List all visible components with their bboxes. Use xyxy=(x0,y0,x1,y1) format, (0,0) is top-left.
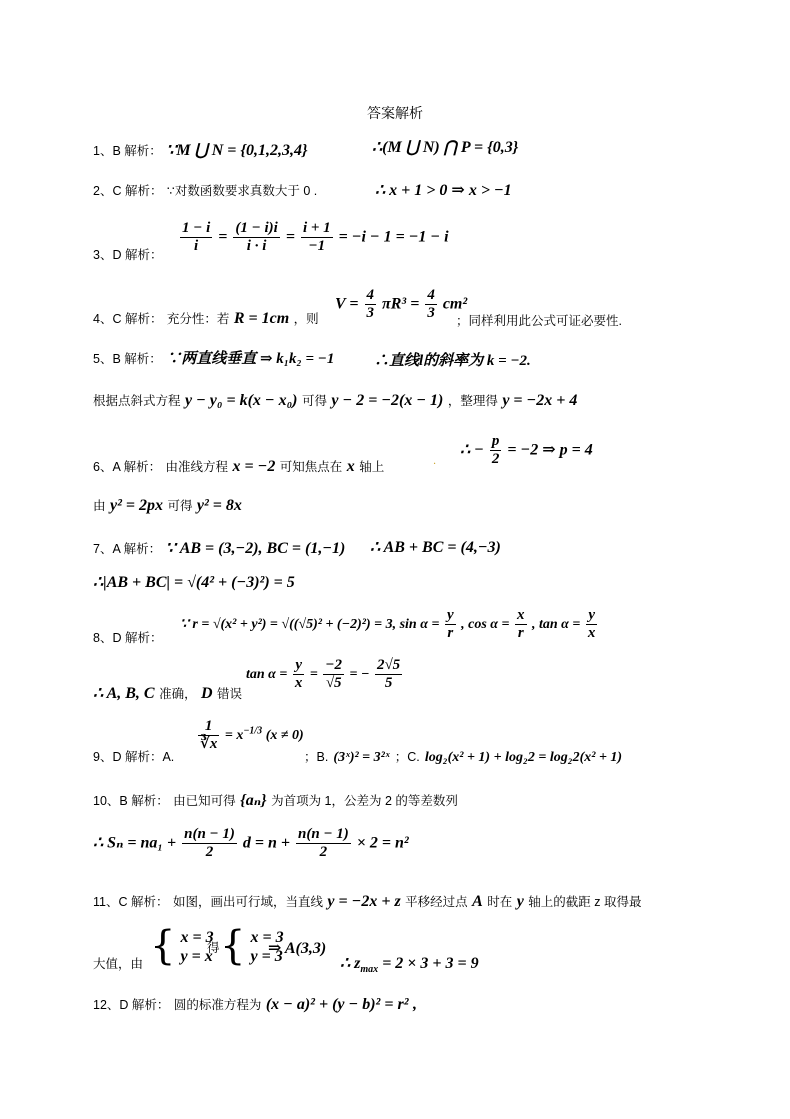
answer-11-continued: 大值，由 xyxy=(93,957,144,971)
formula: ∵ r = √(x² + y²) = √((√5)² + (−2)²) = 3, sin α = $\frac{y}{r}$ , cos α = $\frac{x}{r}$ , tan α = $\frac{y}{x}$ xyxy=(180,607,596,642)
answer-label: 12、D 解析： xyxy=(93,998,170,1012)
formula: ∴(M ⋃ N) ⋂ P = {0,3} xyxy=(372,139,519,156)
fraction: $\frac{i + 1}{-1}$ xyxy=(302,220,331,255)
answer-1 xyxy=(93,143,308,159)
answer-label: 4、C 解析： xyxy=(93,312,163,326)
answer-5-continued: 根据点斜式方程 y − y₀ = k(x − x₀) 可得 y − 2 = −2(x − 1) ，整理得 y = −2x + 4 xyxy=(93,392,578,409)
fraction: $\frac{1 - i}{i}$ xyxy=(182,220,211,255)
formula: ∵ AB = (3,−2), BC = (1,−1) xyxy=(165,540,346,557)
page-title: 答案解析 xyxy=(367,105,423,121)
answer-6: 6、A 解析： 由准线方程 x = −2 可知焦点在 x 轴上 xyxy=(93,458,385,475)
answer-label: 11、C 解析： xyxy=(93,895,169,909)
formula: ∴ A, B, C xyxy=(93,685,155,702)
answer-2 xyxy=(93,184,317,198)
formula: y − y₀ = k(x − x₀) xyxy=(184,392,298,409)
formula: y² = 8x xyxy=(196,497,242,514)
equation-system: { x = 3 y = 3 xyxy=(220,923,284,969)
formula: {aₙ} xyxy=(240,792,267,809)
explanation-text: ；同样利用此公式可证必要性. xyxy=(456,314,622,328)
formula: ∴ Sₙ = na₁ + $\frac{n(n - 1)}{2}$ d = n + $\frac{n(n - 1)}{2}$ × 2 = n² xyxy=(93,826,409,861)
formula: ∵M ⋃ N = {0,1,2,3,4} xyxy=(166,142,308,159)
formula: (3ˣ)² = 3²ˣ xyxy=(333,750,390,765)
formula: ∴ x + 1 > 0 ⇒ x > −1 xyxy=(375,182,512,199)
fraction: $\frac{4}{3}$ xyxy=(427,287,435,322)
formula: x = −2 xyxy=(232,458,276,475)
formula: R = 1cm xyxy=(233,310,290,327)
fraction: $\frac{2√5}{5}$ xyxy=(376,657,401,692)
answer-9 xyxy=(93,750,174,764)
fraction: $\frac{p}{2}$ xyxy=(491,433,500,468)
fraction: $\frac{y}{x}$ xyxy=(294,657,303,692)
answer-label: 7、A 解析： xyxy=(93,542,162,556)
answer-10: 10、B 解析： 由已知可得 {aₙ} 为首项为 1，公差为 2 的等差数列 xyxy=(93,792,458,809)
answer-8-continued: ∴ A, B, C 准确， D 错误 xyxy=(93,685,243,702)
answer-6-continued: 由 y² = 2px 可得 y² = 8x xyxy=(93,497,242,514)
fraction: $\frac{1}{∛x}$ xyxy=(200,718,218,753)
formula: $\frac{1 - i}{i}$ = $\frac{(1 - i)i}{i \cdot i}$ = $\frac{i + 1}{-1}$ = −i − 1 = −1 − i xyxy=(182,220,449,255)
fraction: $\frac{y}{x}$ xyxy=(587,607,596,642)
answer-label: 5、B 解析： xyxy=(93,352,162,366)
answer-7 xyxy=(93,541,345,557)
answer-8 xyxy=(93,631,162,645)
formula: ∵两直线垂直 ⇒ k₁k₂ = −1 xyxy=(166,351,335,367)
answer-11: 11、C 解析： 如图，画出可行域，当直线 y = −2x + z 平移经过点 A 时在 y 轴上的截距 z 取得最 xyxy=(93,893,642,910)
answer-label: 10、B 解析： xyxy=(93,794,169,808)
formula: ∴|AB + BC| = √(4² + (−3)²) = 5 xyxy=(93,574,295,591)
answer-label: 6、A 解析： xyxy=(93,460,162,474)
fraction: $\frac{(1 - i)i}{i \cdot i}$ xyxy=(235,220,278,255)
answer-label: 9、D 解析：A. xyxy=(93,750,175,764)
formula: ∴ AB + BC = (4,−3) xyxy=(370,539,501,556)
answer-4: 4、C 解析： 充分性：若 R = 1cm ，则 xyxy=(93,310,319,327)
formula: $\frac{1}{∛x}$ = $x^{-1/3}$ (x ≠ 0) xyxy=(200,718,304,753)
answer-3 xyxy=(93,248,162,262)
formula: V = $\frac{4}{3}$ πR³ = $\frac{4}{3}$ cm² xyxy=(335,287,468,322)
equation-system: { x = 3 y = x xyxy=(150,923,214,969)
answer-9-options: ；B. (3ˣ)² = 3²ˣ ；C. log₂(x² + 1) + log₂2 = log₂2(x² + 1) xyxy=(304,750,623,765)
answer-5 xyxy=(93,352,334,367)
fraction: $\frac{n(n - 1)}{2}$ xyxy=(184,826,235,861)
formula: ∴ − $\frac{p}{2}$ = −2 ⇒ p = 4 xyxy=(460,433,593,468)
answer-12: 12、D 解析： 圆的标准方程为 (x − a)² + (y − b)² = r² , xyxy=(93,996,417,1013)
formula: y = −2x + 4 xyxy=(502,392,578,409)
answer-label: 8、D 解析： xyxy=(93,631,163,645)
formula: ∴直线l的斜率为 k = −2. xyxy=(374,353,531,369)
answer-7-continued xyxy=(93,575,295,591)
formula: ⇒ A(3,3) xyxy=(268,940,327,957)
formula: tan α = $\frac{y}{x}$ = $\frac{-2}{√5}$ = − $\frac{2√5}{5}$ xyxy=(246,657,401,692)
decorative-dot: · xyxy=(433,459,437,470)
fraction: $\frac{y}{r}$ xyxy=(446,607,454,642)
fraction: $\frac{-2}{√5}$ xyxy=(325,657,342,692)
answer-label: 1、B 解析： xyxy=(93,144,162,158)
answer-label: 3、D 解析： xyxy=(93,248,163,262)
formula: log₂(x² + 1) + log₂2 = log₂2(x² + 1) xyxy=(424,750,623,765)
fraction: $\frac{x}{r}$ xyxy=(517,607,525,642)
formula: (x − a)² + (y − b)² = r² xyxy=(265,996,409,1013)
answer-label: 2、C 解析： xyxy=(93,184,163,198)
formula: y² = 2px xyxy=(109,497,163,514)
explanation-text: ∵对数函数要求真数大于 0 . xyxy=(166,184,318,198)
formula: ∴ $z_{max} = 2 \times 3 + 3 = 9$ xyxy=(340,955,479,976)
formula: y − 2 = −2(x − 1) xyxy=(331,392,444,409)
fraction: $\frac{4}{3}$ xyxy=(366,287,374,322)
fraction: $\frac{n(n - 1)}{2}$ xyxy=(298,826,349,861)
formula: y = −2x + z xyxy=(327,893,401,910)
